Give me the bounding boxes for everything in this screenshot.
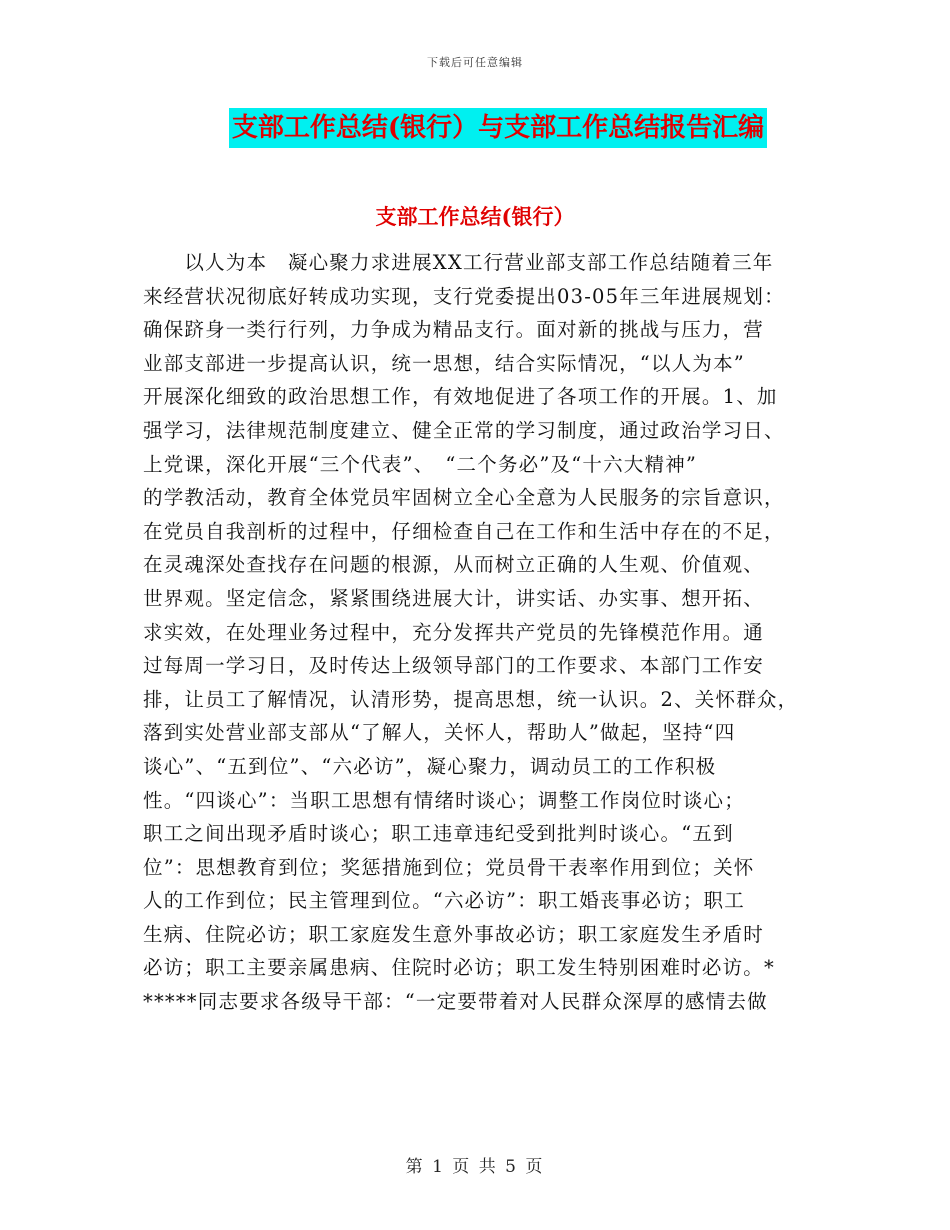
body-line: 来经营状况彻底好转成功实现，支行党委提出03-05年三年进展规划： <box>143 284 785 308</box>
body-line: 性。“四谈心”：当职工思想有情绪时谈心；调整工作岗位时谈心； <box>143 788 745 812</box>
body-line: 位”：思想教育到位；奖惩措施到位；党员骨干表率作用到位；关怀 <box>143 855 755 879</box>
body-line: 世界观。坚定信念，紧紧围绕进展大计，讲实话、办实事、想开拓、 <box>143 586 765 610</box>
body-line: 落到实处营业部支部从“了解人，关怀人，帮助人”做起，坚持“四 <box>143 721 736 745</box>
page-footer: 第 1 页 共 5 页 <box>405 1157 545 1177</box>
body-line: 开展深化细致的政治思想工作，有效地促进了各项工作的开展。1、加 <box>143 385 778 409</box>
body-line: 以人为本 凝心聚力求进展XX工行营业部支部工作总结随着三年 <box>143 251 774 274</box>
body-line: 在党员自我剖析的过程中，仔细检查自己在工作和生活中存在的不足， <box>143 519 785 543</box>
body-line: 在灵魂深处查找存在问题的根源，从而树立正确的人生观、价值观、 <box>143 553 765 577</box>
main-title: 支部工作总结(银行）与支部工作总结报告汇编 <box>229 108 767 148</box>
body-line: 职工之间出现矛盾时谈心；职工违章违纪受到批判时谈心。“五到 <box>143 822 734 846</box>
body-line: 谈心”、“五到位”、“六必访”，凝心聚力，调动员工的工作积极 <box>143 754 717 778</box>
body-line: 业部支部进一步提高认识，统一思想，结合实际情况，“以人为本” <box>143 351 745 375</box>
body-line: 确保跻身一类行行列，力争成为精品支行。面对新的挑战与压力，营 <box>143 318 765 342</box>
body-line: 过每周一学习日，及时传达上级领导部门的工作要求、本部门工作安 <box>143 654 765 678</box>
body-line: *****同志要求各级导干部：“一定要带着对人民群众深厚的感情去做 <box>143 990 768 1014</box>
body-line: 必访；职工主要亲属患病、住院时必访；职工发生特别困难时必访。* <box>143 956 775 980</box>
main-title-container <box>0 108 950 148</box>
body-text <box>143 246 808 1019</box>
header-note: 下载后可任意编辑 <box>427 56 523 69</box>
body-line: 求实效，在处理业务过程中，充分发挥共产党员的先锋模范作用。通 <box>143 620 765 644</box>
body-line: 强学习，法律规范制度建立、健全正常的学习制度，通过政治学习日、 <box>143 418 785 442</box>
body-line: 的学教活动，教育全体党员牢固树立全心全意为人民服务的宗旨意识， <box>143 486 785 510</box>
body-line: 人的工作到位；民主管理到位。“六必访”：职工婚丧事必访；职工 <box>143 889 745 913</box>
section-title: 支部工作总结(银行） <box>375 204 575 229</box>
body-line: 排，让员工了解情况，认清形势，提高思想，统一认识。2、关怀群众， <box>143 687 799 711</box>
body-line: 生病、住院必访；职工家庭发生意外事故必访；职工家庭发生矛盾时 <box>143 922 765 946</box>
body-line: 上党课，深化开展“三个代表”、 “二个务必”及“十六大精神” <box>143 452 698 476</box>
